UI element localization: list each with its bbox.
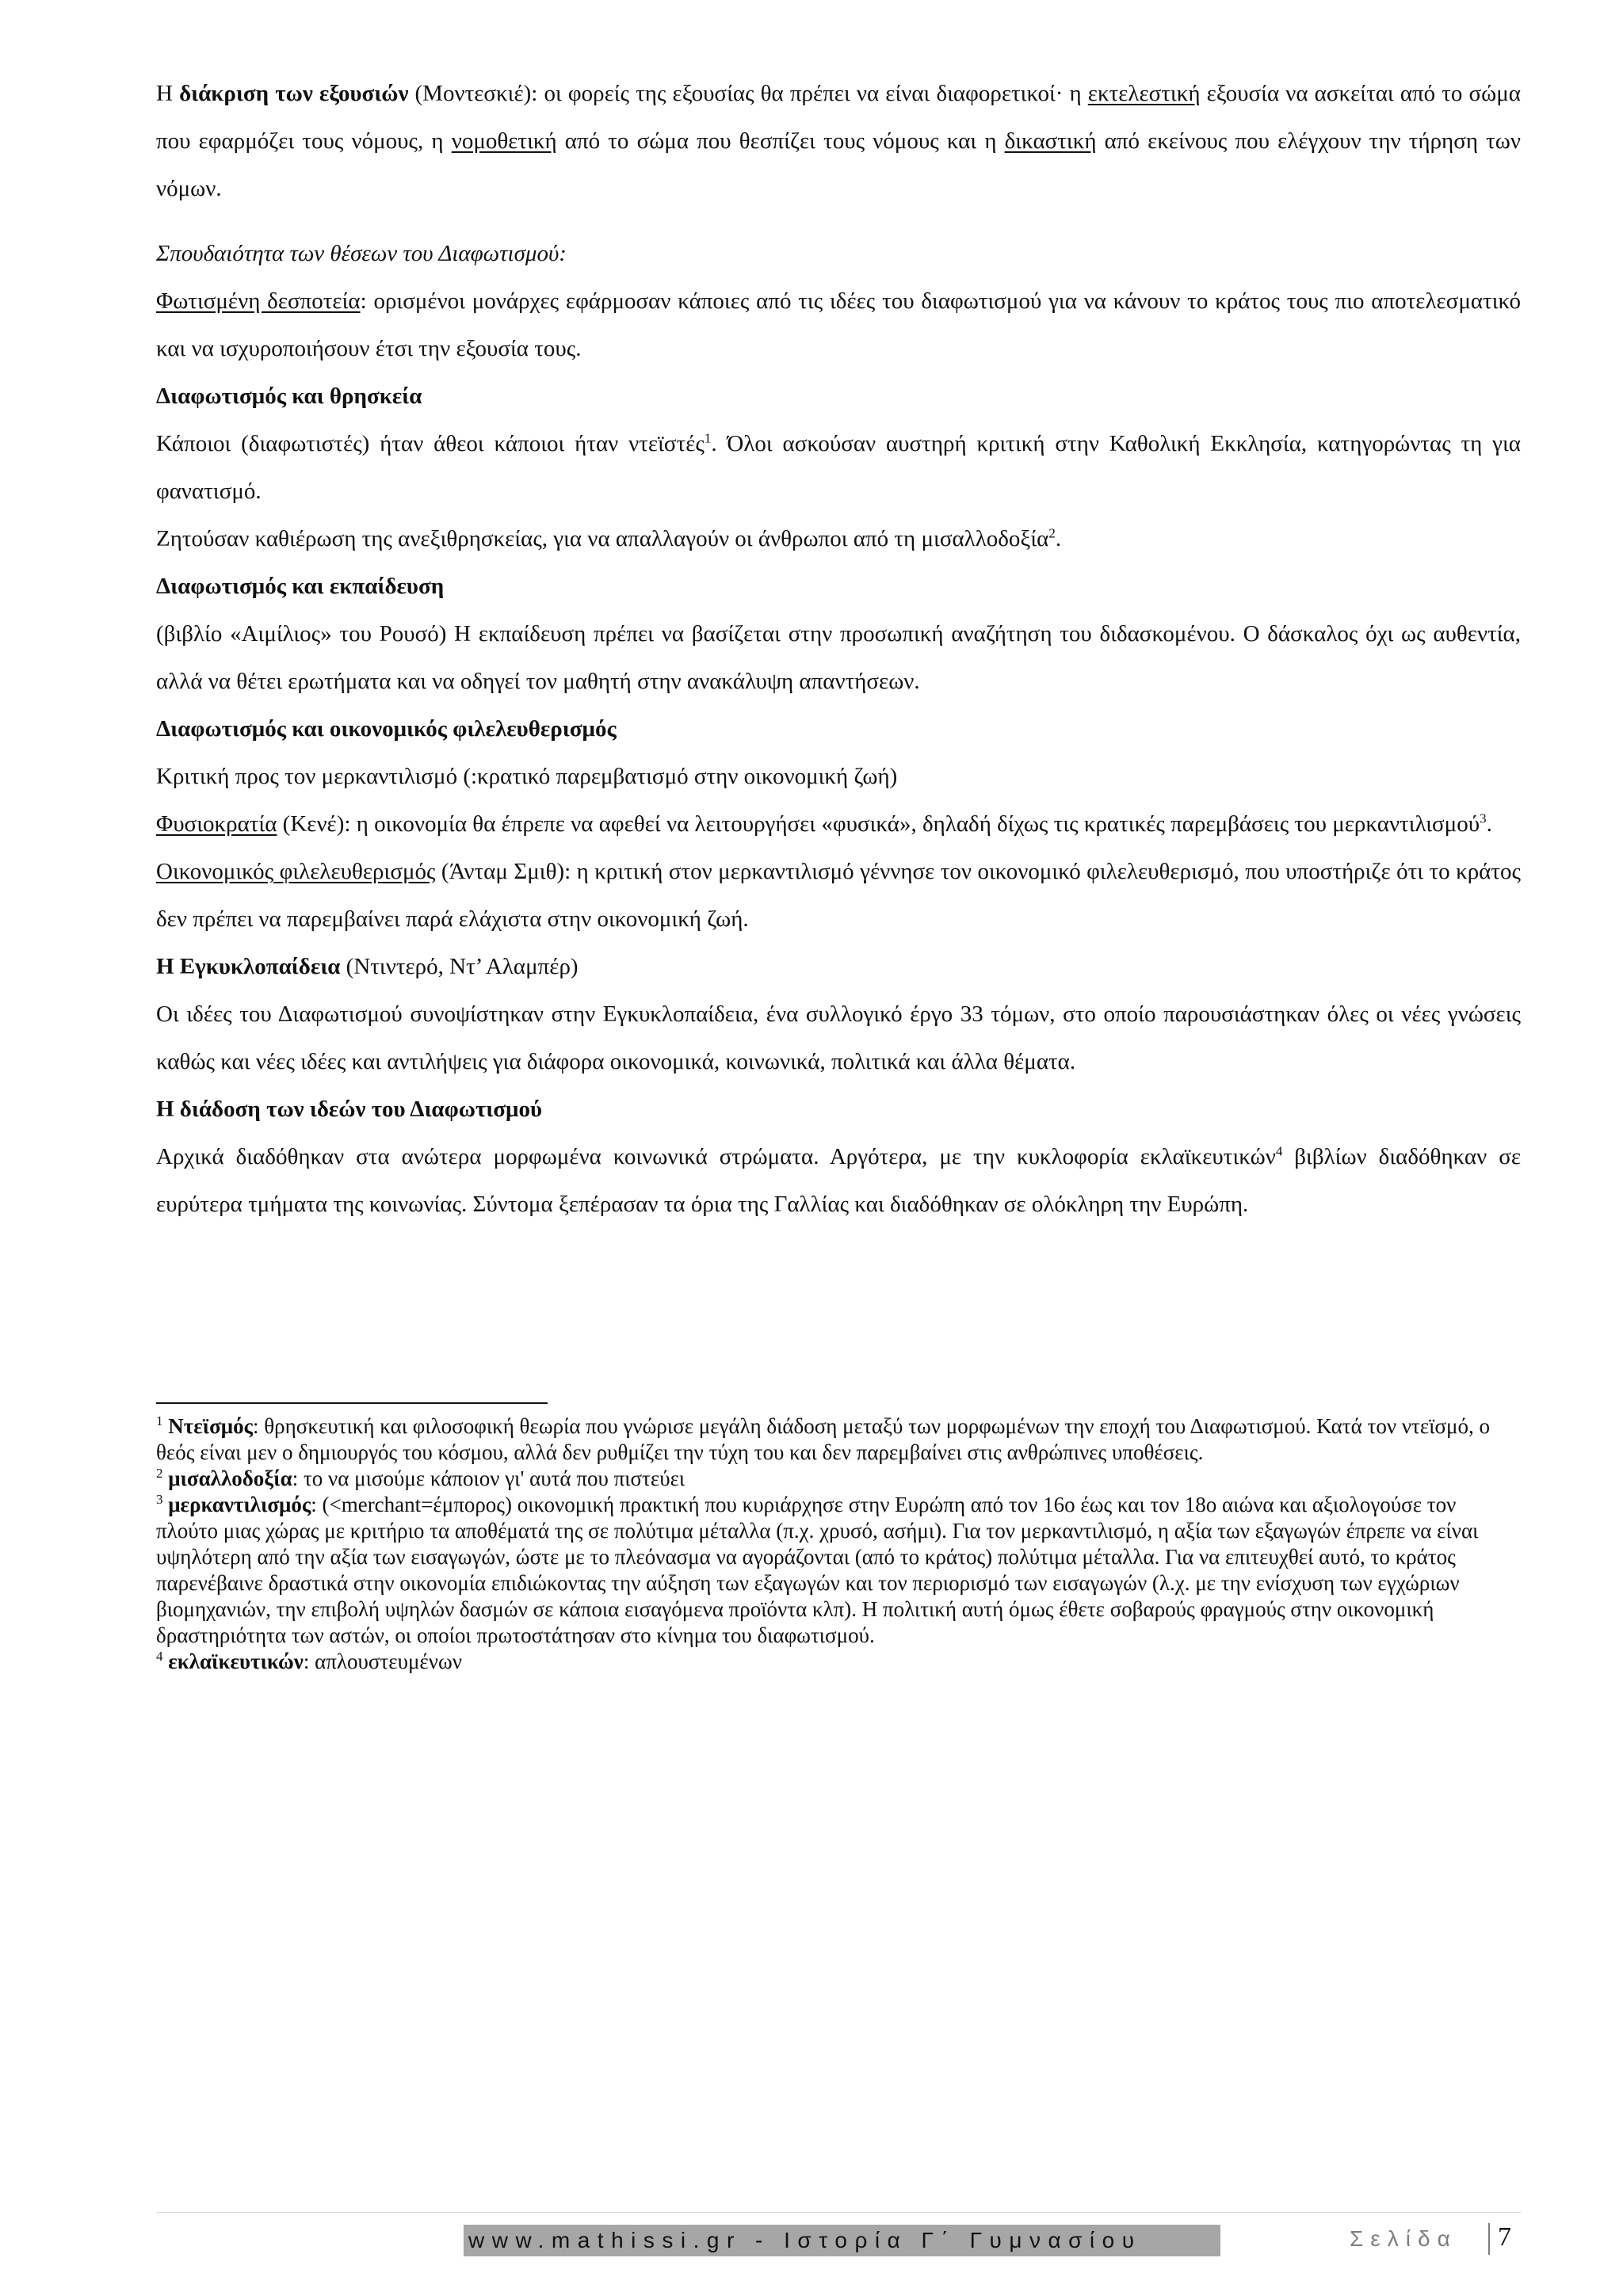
heading-economic-liberalism: Διαφωτισμός και οικονομικός φιλελευθερισμός bbox=[156, 716, 617, 742]
footnote-3: $^3$ μερκαντιλισμός: (<merchant=έμπορος) οικονομική πρακτική που κυριάρχησε στην Ευρώπη από τον 16ο έως και τον 18ο αιώνα και αξιολογούσε τον πλούτο μιας χώρας με κριτήριο τα αποθέματά της σε πολύτιμα μέταλλα (π.χ. χρυσό, ασήμι). Για τον μερκαντιλισμό, η αξία των εξαγωγών έπρεπε να είναι υψηλότερη από την αξία των εισαγωγών, ώστε με το πλεόνασμα να αγοράζονται (από το κράτος) πολύτιμα μέταλλα. Για να επιτευχθεί αυτό, το κράτος παρενέβαινε δραστικά στην οικονομία επιδιώκοντας την αύξηση των εξαγωγών και τον περιορισμό των εισαγωγών (λ.χ. με την ενίσχυση των εγχώριων βιομηχανιών, την επιβολή υψηλών δασμών σε κάποια εισαγόμενα προϊόντα κλπ). Η πολιτική αυτή όμως έθετε σοβαρούς φραγμούς στην οικονομική δραστηριότητα των αστών, οι οποίοι πρωτοστάτησαν στο κίνημα του διαφωτισμού. bbox=[156, 1492, 1479, 1647]
term-separation-of-powers: διάκριση των εξουσιών bbox=[179, 81, 409, 106]
paragraph-encyclopedia: Οι ιδέες του Διαφωτισμού συνοψίστηκαν στην Εγκυκλοπαίδεια, ένα συλλογικό έργο 33 τόμων, στο οποίο παρουσιάστηκαν όλες οι νέες γνώσεις καθώς και νέες ιδέες και αντιλήψεις για διάφορα οικονομικά, κοινωνικά, πολιτικά και άλλα θέματα. bbox=[156, 1001, 1521, 1074]
footnote-1: $^1$ Ντεϊσμός: θρησκευτική και φιλοσοφική θεωρία που γνώρισε μεγάλη διάδοση μεταξύ των μορφωμένων την εποχή του Διαφωτισμού. Κατά τον ντεϊσμό, ο θεός είναι μεν ο δημιουργός του κόσμου, αλλά δεν ρυθμίζει την τύχη του και δεν παρεμβαίνει στις ανθρώπινες υποθέσεις. bbox=[156, 1413, 1491, 1464]
main-text bbox=[156, 70, 1521, 1228]
paragraph-enlightened-despotism: Φωτισμένη δεσποτεία: ορισμένοι μονάρχες εφάρμοσαν κάποιες από τις ιδέες του διαφωτισμού για να κάνουν το κράτος τους πιο αποτελεσματικό και να ισχυροποιήσουν έτσι την εξουσία τους. bbox=[156, 288, 1521, 361]
footnote-2: $^2$ μισαλλοδοξία: το να μισούμε κάποιον γι' αυτά που πιστεύει bbox=[156, 1466, 685, 1490]
term-legislative: νομοθετική bbox=[451, 128, 557, 154]
footnote-ref-4[interactable]: 4 bbox=[1275, 1143, 1283, 1159]
paragraph-religion-2: Ζητούσαν καθιέρωση της ανεξιθρησκείας, για να απαλλαγούν οι άνθρωποι από τη μισαλλοδοξία$^2$. bbox=[156, 525, 1062, 551]
heading-spread: Η διάδοση των ιδεών του Διαφωτισμού bbox=[156, 1097, 543, 1122]
subheading-importance: Σπουδαιότητα των θέσεων του Διαφωτισμού: bbox=[156, 241, 567, 266]
footnote-4: $^4$ εκλαϊκευτικών: απλουστευμένων bbox=[156, 1649, 462, 1673]
paragraph-mercantilism-critique: Κριτική προς τον μερκαντιλισμό (:κρατικό παρεμβατισμό στην οικονομική ζωή) bbox=[156, 764, 898, 789]
footnotes bbox=[156, 1413, 1521, 1675]
heading-education: Διαφωτισμός και εκπαίδευση bbox=[156, 574, 445, 599]
paragraph-separation-of-powers: Η διάκριση των εξουσιών (Μοντεσκιέ): οι φορείς της εξουσίας θα πρέπει να είναι διαφορετικοί· η εκτελεστική εξουσία να ασκείται από το σώμα που εφαρμόζει τους νόμους, η νομοθετική από το σώμα που θεσπίζει τους νόμους και η δικαστική από εκείνους που ελέγχουν την τήρηση των νόμων. bbox=[156, 81, 1521, 201]
paragraph-spread: Αρχικά διαδόθηκαν στα ανώτερα μορφωμένα κοινωνικά στρώματα. Αργότερα, με την κυκλοφορία εκλαϊκευτικών$^4$ βιβλίων διαδόθηκαν σε ευρύτερα τμήματα της κοινωνίας. Σύντομα ξεπέρασαν τα όρια της Γαλλίας και διαδόθηκαν σε ολόκληρη την Ευρώπη. bbox=[156, 1143, 1522, 1217]
term-judicial: δικαστική bbox=[1004, 128, 1097, 154]
heading-religion: Διαφωτισμός και θρησκεία bbox=[156, 383, 422, 409]
footer-site-label: www.mathissi.gr - Ιστορία Γ΄ Γυμνασίου bbox=[464, 2225, 1220, 2256]
footnote-ref-1[interactable]: 1 bbox=[704, 430, 712, 446]
footer-divider bbox=[156, 2212, 1521, 2213]
paragraph-economic-liberalism: Οικονομικός φιλελευθερισμός (Άνταμ Σμιθ): η κριτική στον μερκαντιλισμό γέννησε τον οικονομικό φιλελευθερισμό, που υποστήριζε ότι το κράτος δεν πρέπει να παρεμβαίνει παρά ελάχιστα στην οικονομική ζωή. bbox=[156, 859, 1521, 932]
paragraph-physiocracy: Φυσιοκρατία (Κενέ): η οικονομία θα έπρεπε να αφεθεί να λειτουργήσει «φυσικά», δηλαδή δίχως τις κρατικές παρεμβάσεις του μερκαντιλισμού$^3$. bbox=[156, 810, 1492, 837]
paragraph-education: (βιβλίο «Αιμίλιος» του Ρουσό) Η εκπαίδευση πρέπει να βασίζεται στην προσωπική αναζήτηση του διδασκομένου. Ο δάσκαλος όχι ως αυθεντία, αλλά να θέτει ερωτήματα και να οδηγεί τον μαθητή στην ανακάλυψη απαντήσεων. bbox=[156, 621, 1521, 694]
footer-page-label: Σελίδα bbox=[1350, 2226, 1457, 2251]
footnote-ref-3[interactable]: 3 bbox=[1480, 810, 1487, 826]
paragraph-religion-1: Κάποιοι (διαφωτιστές) ήταν άθεοι κάποιοι ήταν ντεϊστές$^1$. Όλοι ασκούσαν αυστηρή κριτική στην Καθολική Εκκλησία, κατηγορώντας τη για φανατισμό. bbox=[156, 430, 1521, 504]
footnote-separator bbox=[156, 1402, 548, 1404]
page-number: 7 bbox=[1498, 2222, 1511, 2252]
heading-encyclopedia: Η Εγκυκλοπαίδεια (Ντιντερό, Ντ’ Αλαμπέρ) bbox=[156, 954, 579, 979]
footnote-ref-2[interactable]: 2 bbox=[1048, 525, 1056, 541]
footer-page-separator bbox=[1488, 2223, 1490, 2255]
term-executive: εκτελεστική bbox=[1087, 81, 1201, 106]
